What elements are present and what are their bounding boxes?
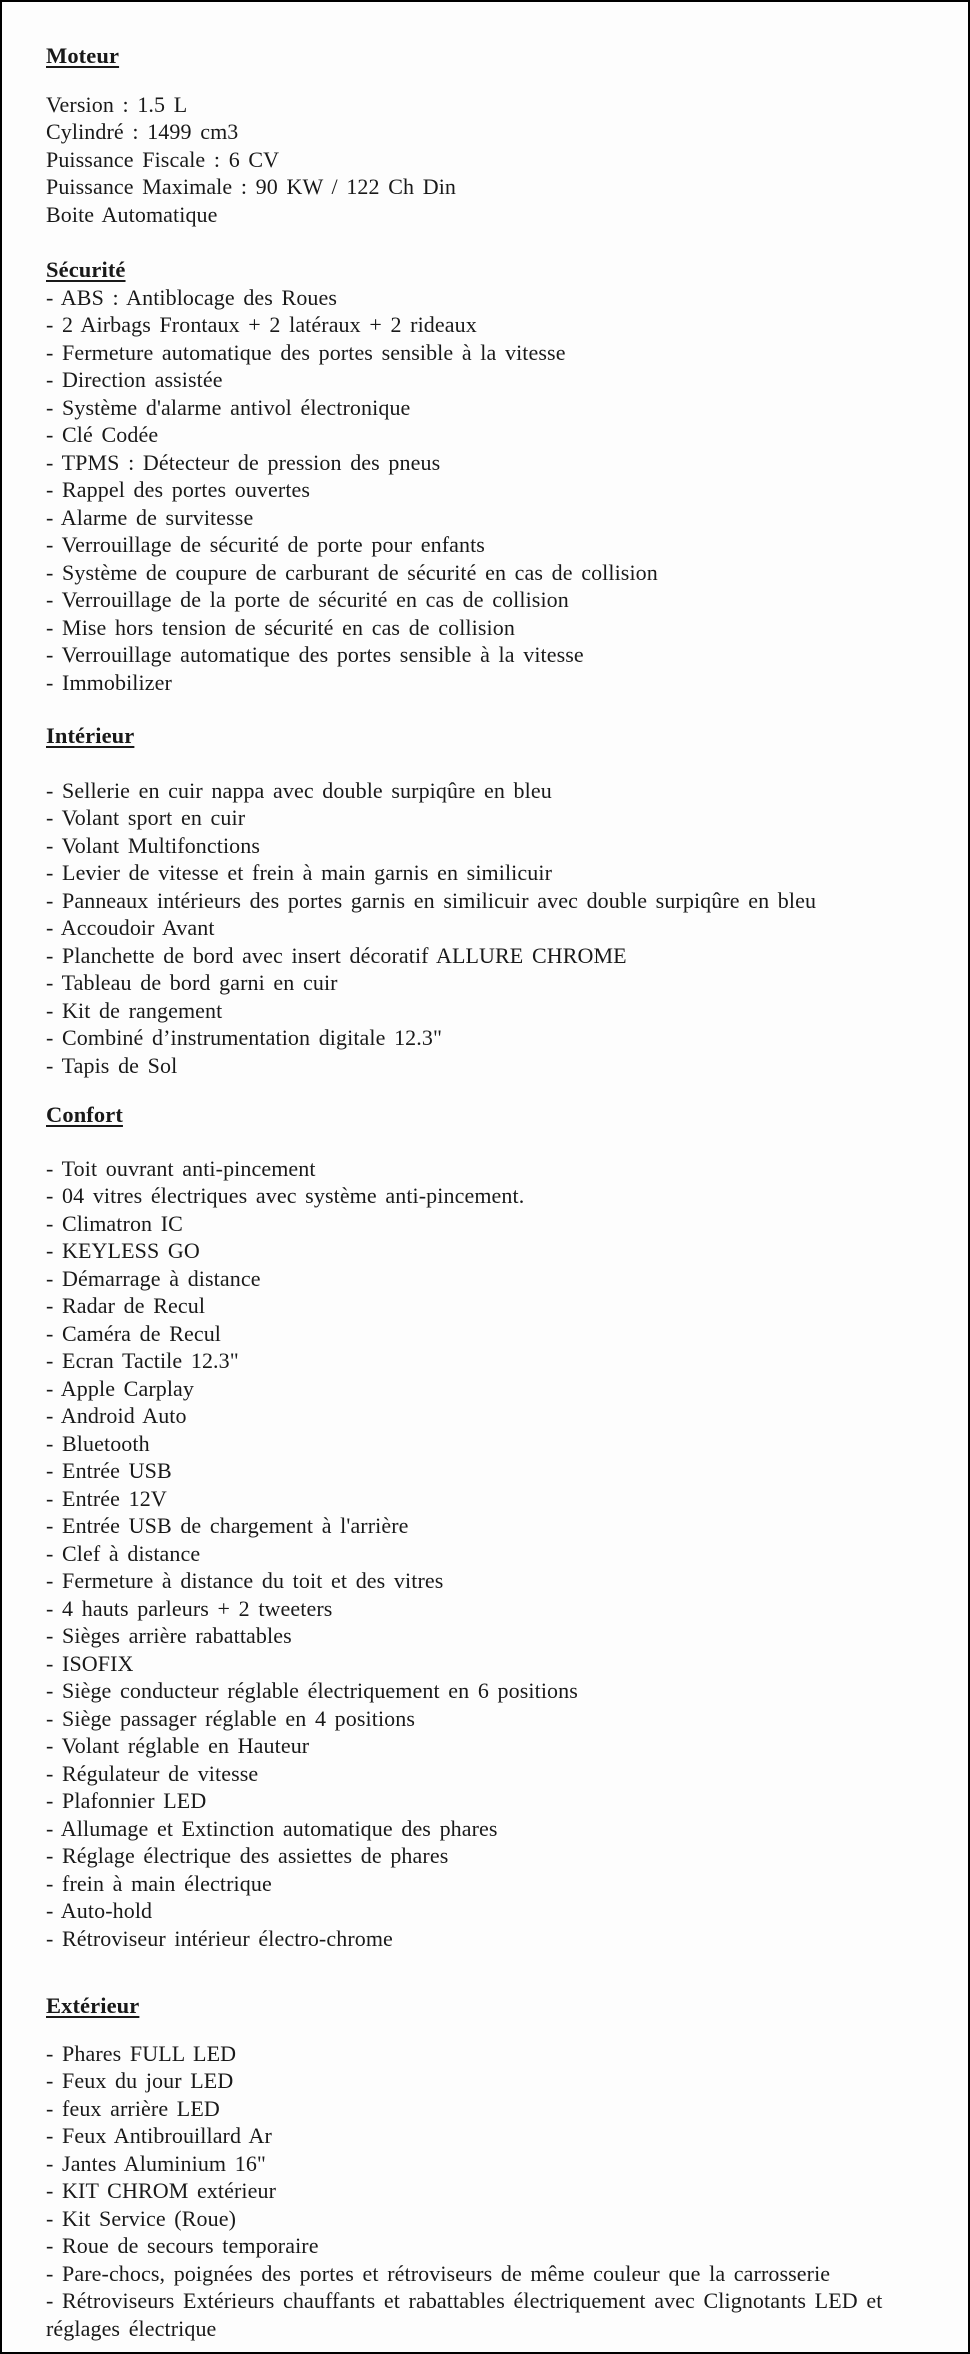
spec-line: - Démarrage à distance [46,1265,261,1291]
section-heading-securite: Sécurité [46,257,126,282]
spec-line: - Clef à distance [46,1540,201,1566]
spec-line: - Volant sport en cuir [46,805,246,830]
spec-line: Version : 1.5 L [46,91,188,117]
section-confort [46,1101,910,1952]
spec-line: - Tableau de bord garni en cuir [46,970,338,995]
section-securite [46,256,910,696]
spec-line: - Entrée 12V [46,1485,167,1511]
spec-line: - Bluetooth [46,1430,150,1456]
spec-line: - Régulateur de vitesse [46,1760,259,1786]
spec-line: - Radar de Recul [46,1293,206,1318]
spec-line: - Verrouillage de sécurité de porte pour enfants [46,532,485,557]
spec-line: - Ecran Tactile 12.3" [46,1348,239,1373]
section-moteur [46,42,910,228]
spec-line: - Apple Carplay [46,1375,195,1401]
spec-line: Cylindré : 1499 cm3 [46,119,239,144]
spec-line: - Système de coupure de carburant de sécurité en cas de collision [46,559,658,585]
section-interieur [46,722,910,1079]
spec-line: Boite Automatique [46,201,218,227]
spec-line: - Volant Multifonctions [46,832,261,858]
spec-line: - Android Auto [46,1403,187,1428]
spec-line: - Système d'alarme antivol électronique [46,394,411,420]
spec-line: - 04 vitres électriques avec système anti-pincement. [46,1183,525,1208]
spec-line: - 2 Airbags Frontaux + 2 latéraux + 2 rideaux [46,312,477,337]
spec-line: - Toit ouvrant anti-pincement [46,1155,316,1181]
spec-line: - TPMS : Détecteur de pression des pneus [46,449,441,475]
spec-line: - Panneaux intérieurs des portes garnis en similicuir avec double surpiqûre en bleu [46,887,817,913]
section-heading-moteur: Moteur [46,43,120,68]
spec-line: - Clé Codée [46,422,159,447]
spec-line: - Tapis de Sol [46,1052,178,1078]
section-heading-exterieur: Extérieur [46,1993,140,2018]
spec-line: - Alarme de survitesse [46,504,254,530]
spec-line: - Rétroviseur intérieur électro-chrome [46,1925,393,1951]
spec-line: - Combiné d’instrumentation digitale 12.3" [46,1025,443,1050]
spec-line: - Pare-chocs, poignées des portes et rétroviseurs de même couleur que la carrosserie [46,2260,831,2286]
spec-line: - ISOFIX [46,1650,134,1676]
spec-line: - Direction assistée [46,367,223,392]
section-heading-interieur: Intérieur [46,723,135,748]
spec-sheet [2,2,968,2342]
spec-line: - Roue de secours temporaire [46,2233,319,2258]
spec-line: Puissance Maximale : 90 KW / 122 Ch Din [46,174,457,199]
spec-line: - Planchette de bord avec insert décoratif ALLURE CHROME [46,942,627,968]
spec-line: - frein à main électrique [46,1870,272,1896]
spec-line: - Levier de vitesse et frein à main garnis en similicuir [46,860,552,885]
spec-line: - Feux du jour LED [46,2068,234,2093]
spec-line: - Allumage et Extinction automatique des phares [46,1815,498,1841]
spec-line: - KIT CHROM extérieur [46,2178,277,2203]
spec-line: - Rétroviseurs Extérieurs chauffants et rabattables électriquement avec Clignotants LED et réglages électrique [46,2288,883,2341]
spec-line: - 4 hauts parleurs + 2 tweeters [46,1595,333,1621]
spec-line: - Immobilizer [46,669,172,695]
spec-line: - Entrée USB [46,1458,172,1483]
section-exterieur [46,1992,910,2342]
spec-line: - Jantes Aluminium 16" [46,2150,267,2176]
spec-line: - Volant réglable en Hauteur [46,1733,310,1758]
spec-line: - Plafonnier LED [46,1788,207,1813]
spec-line: - Siège conducteur réglable électriquement en 6 positions [46,1678,578,1703]
spec-line: - Fermeture automatique des portes sensible à la vitesse [46,339,566,365]
spec-line: Puissance Fiscale : 6 CV [46,146,280,172]
spec-line: - Kit de rangement [46,997,223,1023]
spec-line: - Auto-hold [46,1898,153,1923]
spec-line: - Fermeture à distance du toit et des vitres [46,1568,444,1593]
spec-line: - Mise hors tension de sécurité en cas de collision [46,614,515,640]
spec-line: - Entrée USB de chargement à l'arrière [46,1513,409,1538]
spec-line: - Accoudoir Avant [46,915,215,940]
spec-line: - Verrouillage de la porte de sécurité en cas de collision [46,587,569,612]
spec-line: - Caméra de Recul [46,1320,222,1346]
spec-line: - Phares FULL LED [46,2040,237,2066]
spec-line: - Sièges arrière rabattables [46,1623,292,1648]
spec-line: - Kit Service (Roue) [46,2205,236,2231]
spec-line: - Réglage électrique des assiettes de phares [46,1843,449,1868]
spec-line: - Rappel des portes ouvertes [46,477,311,502]
spec-line: - feux arrière LED [46,2095,220,2121]
spec-line: - Feux Antibrouillard Ar [46,2123,272,2148]
spec-line: - ABS : Antiblocage des Roues [46,284,338,310]
spec-line: - Verrouillage automatique des portes sensible à la vitesse [46,642,584,667]
spec-line: - KEYLESS GO [46,1238,200,1263]
spec-line: - Sellerie en cuir nappa avec double surpiqûre en bleu [46,777,552,803]
spec-line: - Siège passager réglable en 4 positions [46,1705,416,1731]
spec-line: - Climatron IC [46,1210,183,1236]
section-heading-confort: Confort [46,1102,123,1127]
